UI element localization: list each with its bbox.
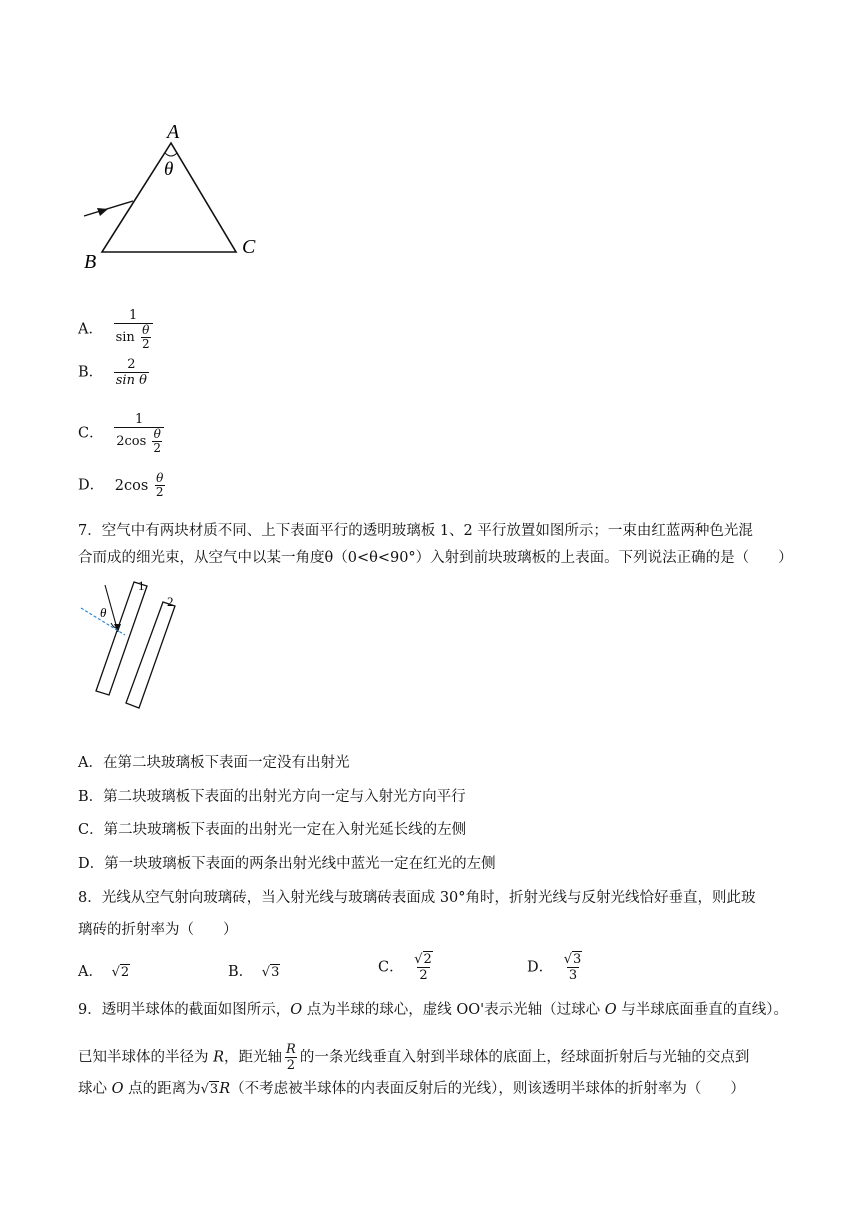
plate-label-2: 2 [167,594,174,609]
q8-stem-line-2: 璃砖的折射率为（ ） [78,922,238,938]
q6-option-a: A． 1 sin $\frac{\theta}{2}$ [78,308,153,351]
q6-option-d: D． 2cos $\frac{\theta}{2}$ [78,471,164,499]
q7-option-a: A．在第二块玻璃板下表面一定没有出射光 [78,755,350,771]
q7-stem-line-1: 7．空气中有两块材质不同、上下表面平行的透明玻璃板 1、2 平行放置如图所示；一束由红蓝两种色光混 [78,523,753,539]
apex-angle-arc [165,153,177,156]
q8-stem-line-1: 8．光线从空气射向玻璃砖，当入射光线与玻璃砖表面成 30°角时，折射光线与反射光线恰好垂直，则此玻 [78,890,756,906]
q7-option-d: D．第一块玻璃板下表面的两条出射光线中蓝光一定在红光的左侧 [78,856,496,872]
q9-stem-line-2: 已知半球体的半径为 R，距光轴 $\frac{R}{2}$ 的一条光线垂直入射到半球体的底面上，经球面折射后与光轴的交点到 [78,1042,750,1073]
glass-plate-1 [96,582,147,695]
q8-option-a: A． √2 [78,964,130,980]
q7-option-c: C．第二块玻璃板下表面的出射光一定在入射光延长线的左侧 [78,822,467,838]
label-theta: θ [164,159,174,180]
q7-option-b: B．第二块玻璃板下表面的出射光方向一定与入射光方向平行 [78,789,466,805]
label-c: C [242,236,256,258]
q8-option-c: C． $\frac{√2}{2}$ [378,952,432,983]
label-a: A [167,121,180,143]
q9-stem-line-3: 球心 O 点的距离为√3R（不考虑被半球体的内表面反射后的光线），则该透明半球体的折射率为（ ） [78,1081,745,1097]
q6-option-c: C． 1 2cos $\frac{\theta}{2}$ [78,412,164,455]
glass-plates-figure [78,575,188,710]
q8-option-b: B． √3 [228,964,280,980]
plate-label-1: 1 [138,578,145,593]
prism-triangle-figure [78,118,268,273]
q9-stem-line-1: 9．透明半球体的截面如图所示，O 点为半球的球心，虚线 OO'表示光轴（过球心 O 与半球底面垂直的直线）。 [78,1002,788,1018]
q8-option-d: D． $\frac{√3}{3}$ [527,952,582,983]
plate-label-theta: θ [100,605,107,620]
q7-stem-line-2: 合而成的细光束，从空气中以某一角度θ（0<θ<90°）入射到前块玻璃板的上表面。下列说法正确的是（ ） [78,550,793,566]
glass-plate-2 [126,602,175,708]
label-b: B [84,251,97,273]
incident-ray-arrow-icon [97,208,108,216]
q6-option-b: B． $\frac{2}{\text{sin θ}}$ [78,357,147,388]
